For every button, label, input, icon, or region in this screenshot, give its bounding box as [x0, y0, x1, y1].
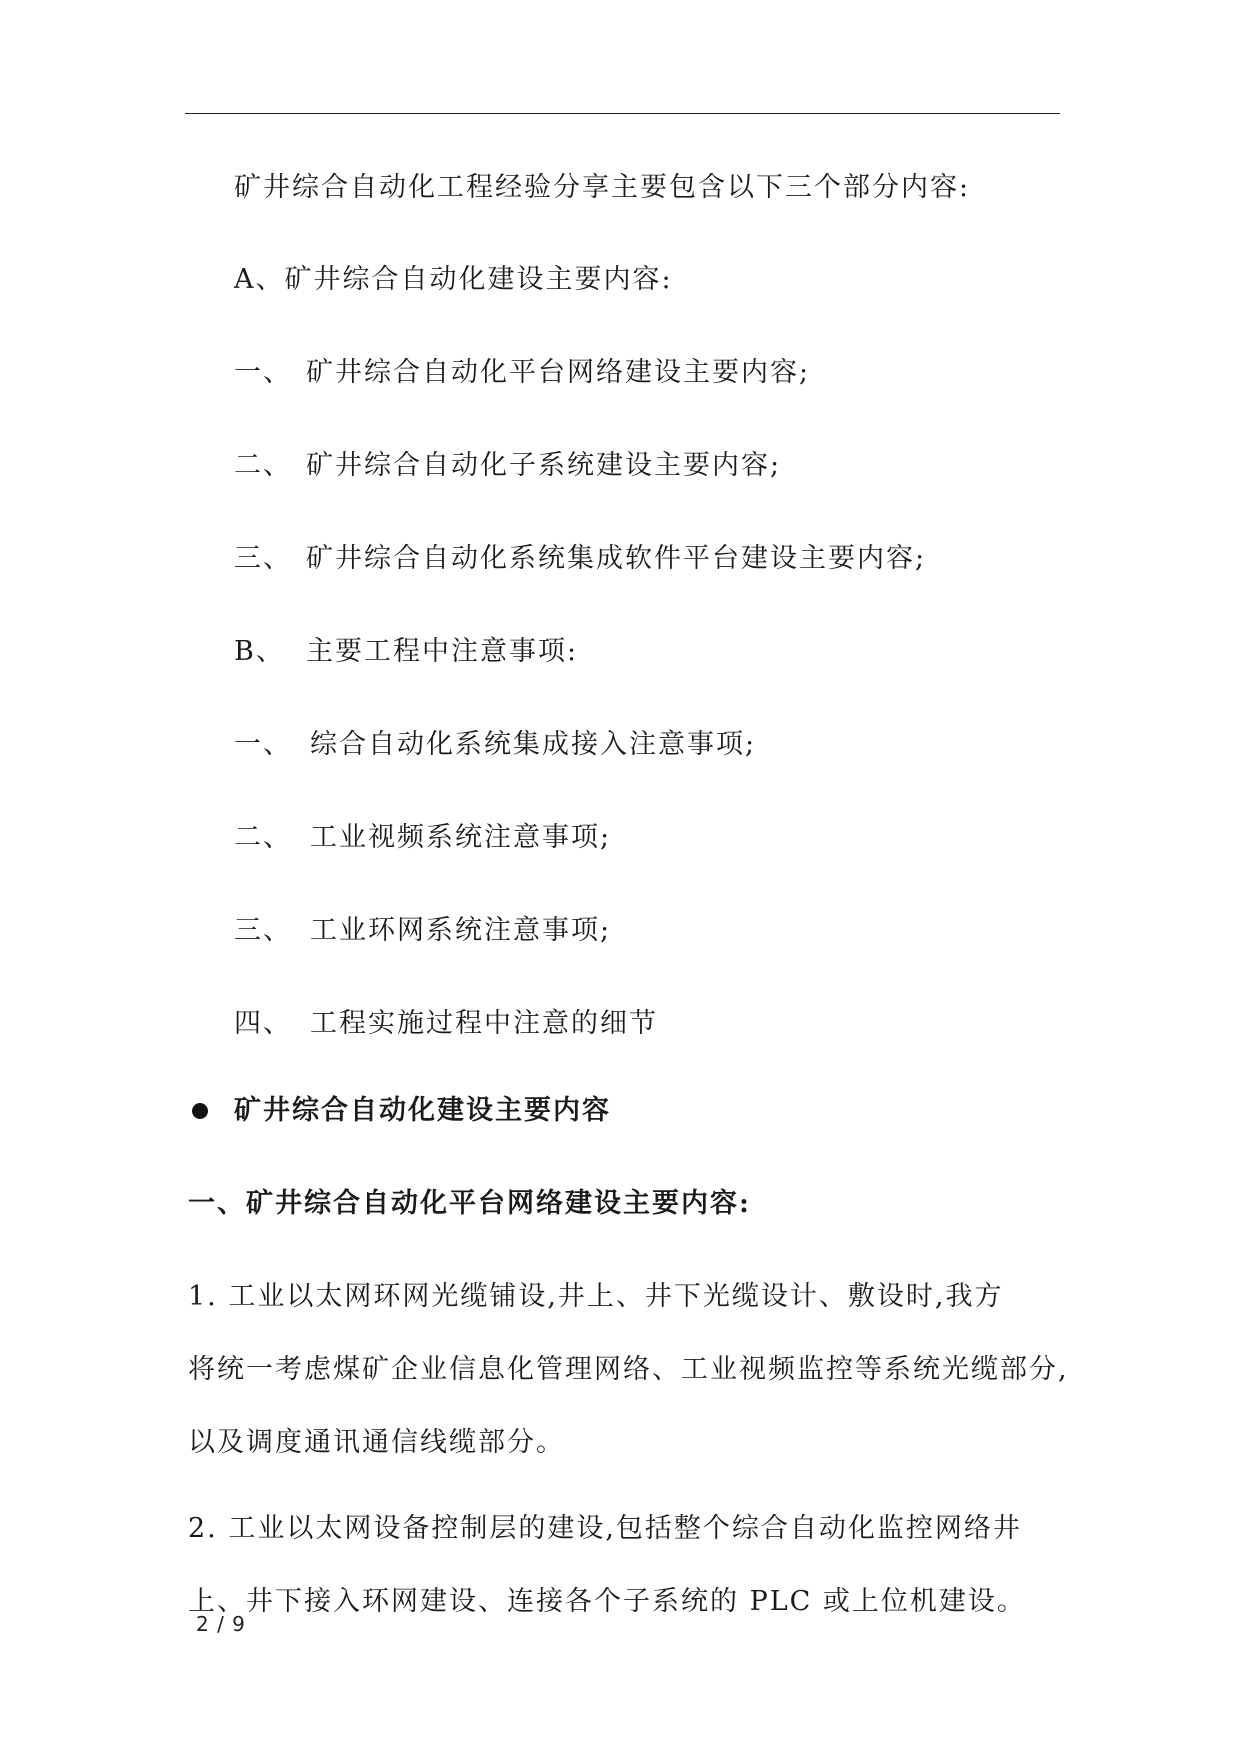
section-a-item-1-number: 一、 [234, 357, 292, 388]
section-b-item-4-text: 工程实施过程中注意的细节 [310, 1008, 658, 1039]
paragraph-1-line-2: 将统一考虑煤矿企业信息化管理网络、工业视频监控等系统光缆部分, [188, 1354, 1069, 1385]
bullet-dot-icon [192, 1103, 208, 1119]
section-b-item-3-number: 三、 [234, 915, 292, 946]
section-b-title: 主要工程中注意事项: [306, 636, 579, 667]
page-number: 2 / 9 [196, 1612, 246, 1636]
section-b-label: B、 [234, 636, 285, 667]
section-b-item-1-text: 综合自动化系统集成接入注意事项; [310, 729, 757, 760]
paragraph-1-line-1: 1. 工业以太网环网光缆铺设,井上、井下光缆设计、敷设时,我方 [188, 1281, 1004, 1312]
paragraph-1-line-3: 以及调度通讯通信线缆部分。 [188, 1427, 565, 1458]
section-b-item-3-text: 工业环网系统注意事项; [310, 915, 612, 946]
section-a-title: A、矿井综合自动化建设主要内容: [234, 264, 673, 295]
section-a-item-3-number: 三、 [234, 543, 292, 574]
paragraph-2-line-2: 上、井下接入环网建设、连接各个子系统的 PLC 或上位机建设。 [188, 1586, 1026, 1617]
section-b-item-1-number: 一、 [234, 729, 292, 760]
section-b-item-2-text: 工业视频系统注意事项; [310, 822, 612, 853]
intro-text: 矿井综合自动化工程经验分享主要包含以下三个部分内容: [234, 172, 971, 203]
subheading: 一、矿井综合自动化平台网络建设主要内容: [188, 1188, 751, 1219]
paragraph-2-line-1: 2. 工业以太网设备控制层的建设,包括整个综合自动化监控网络井 [188, 1513, 1022, 1544]
section-a-item-3-text: 矿井综合自动化系统集成软件平台建设主要内容; [306, 543, 927, 574]
bullet-heading: 矿井综合自动化建设主要内容 [234, 1095, 611, 1126]
section-b-item-2-number: 二、 [234, 822, 292, 853]
section-a-item-2-number: 二、 [234, 450, 292, 481]
section-a-item-2-text: 矿井综合自动化子系统建设主要内容; [306, 450, 782, 481]
section-b-item-4-number: 四、 [234, 1008, 292, 1039]
section-a-item-1-text: 矿井综合自动化平台网络建设主要内容; [306, 357, 811, 388]
header-rule [185, 113, 1060, 114]
